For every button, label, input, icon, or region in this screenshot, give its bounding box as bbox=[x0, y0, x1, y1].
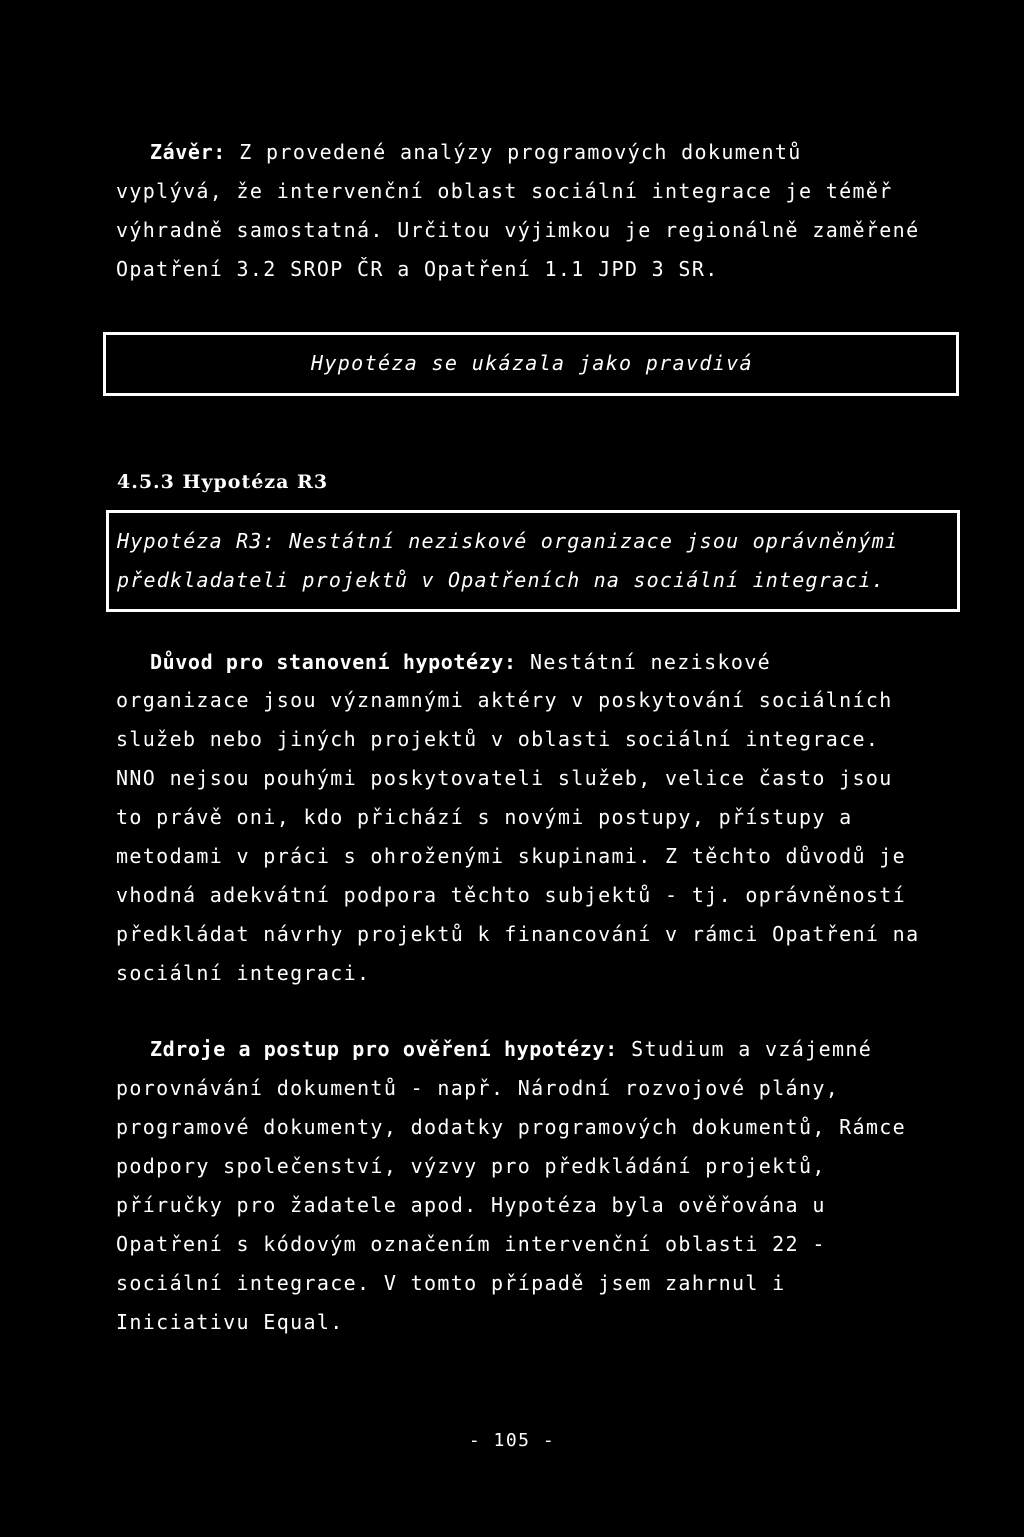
section-heading: 4.5.3 Hypotéza R3 bbox=[117, 471, 329, 493]
verdict-box bbox=[103, 332, 959, 396]
sources-label: Zdroje a postup pro ověření hypotézy: bbox=[150, 1037, 618, 1061]
reason-line: vhodná adekvátní podpora těchto subjektů - tj. oprávněností bbox=[116, 883, 907, 907]
reason-line: NNO nejsou pouhými poskytovateli služeb, velice často jsou bbox=[116, 766, 893, 790]
sources-line: porovnávání dokumentů - např. Národní rozvojové plány, bbox=[116, 1076, 840, 1100]
sources-line: Opatření s kódovým označením intervenční oblasti 22 - bbox=[116, 1232, 826, 1256]
sources-line: podpory společenství, výzvy pro předkládání projektů, bbox=[116, 1154, 826, 1178]
sources-text: Studium a vzájemné bbox=[617, 1037, 873, 1061]
reason-line: služeb nebo jiných projektů v oblasti sociální integrace. bbox=[116, 727, 880, 751]
sources-line: programové dokumenty, dodatky programových dokumentů, Rámce bbox=[116, 1115, 907, 1139]
sources-line: sociální integrace. V tomto případě jsem zahrnul i bbox=[116, 1271, 786, 1295]
conclusion-line: výhradně samostatná. Určitou výjimkou je regionálně zaměřené bbox=[116, 218, 920, 242]
hypothesis-line: Hypotéza R3: Nestátní neziskové organizace jsou oprávněnými bbox=[117, 529, 899, 553]
hypothesis-box bbox=[106, 510, 960, 612]
conclusion-text: Z provedené analýzy programových dokumentů bbox=[225, 140, 802, 164]
page-number: - 105 - bbox=[468, 1430, 556, 1451]
sources-line: příručky pro žadatele apod. Hypotéza byla ověřována u bbox=[116, 1193, 826, 1217]
reason-line: to právě oni, kdo přichází s novými postupy, přístupy a bbox=[116, 805, 853, 829]
reason-line: sociální integraci. bbox=[116, 961, 371, 985]
conclusion-first-line bbox=[150, 140, 802, 164]
sources-first-line bbox=[150, 1037, 872, 1061]
conclusion-line: vyplývá, že intervenční oblast sociální integrace je téměř bbox=[116, 179, 893, 203]
sources-line: Iniciativu Equal. bbox=[116, 1310, 344, 1334]
hypothesis-line: předkladateli projektů v Opatřeních na sociální integraci. bbox=[117, 568, 885, 592]
verdict-text: Hypotéza se ukázala jako pravdivá bbox=[311, 351, 753, 375]
reason-label: Důvod pro stanovení hypotézy: bbox=[150, 650, 517, 674]
reason-line: předkládat návrhy projektů k financování v rámci Opatření na bbox=[116, 922, 920, 946]
conclusion-label: Závěr: bbox=[150, 140, 226, 164]
conclusion-line: Opatření 3.2 SROP ČR a Opatření 1.1 JPD 3 SR. bbox=[116, 257, 719, 281]
reason-text: Nestátní neziskové bbox=[516, 650, 772, 674]
reason-line: metodami v práci s ohroženými skupinami. Z těchto důvodů je bbox=[116, 844, 907, 868]
reason-line: organizace jsou významnými aktéry v poskytování sociálních bbox=[116, 688, 893, 712]
reason-first-line bbox=[150, 650, 771, 674]
